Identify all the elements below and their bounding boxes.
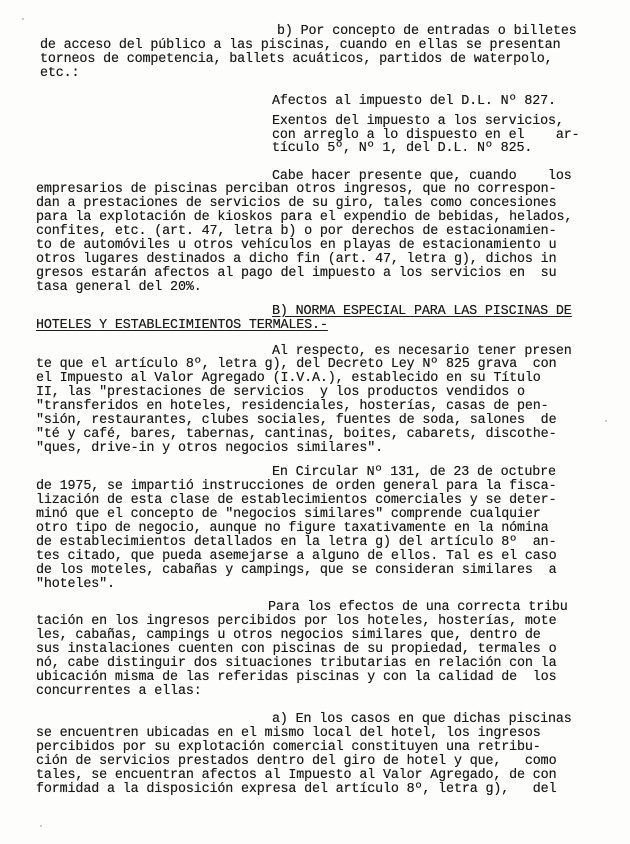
text-line: tasa general del 20%. [36,280,202,295]
text-line: Afectos al impuesto del D.L. Nº 827. [272,94,556,109]
text-line: formidad a la disposición expresa del artículo 8º, letra g), del [36,782,557,797]
scan-speck [40,825,42,827]
text-line: de establecimientos detallados en la letra g) del artículo 8º an- [36,535,557,550]
text-line: b) Por concepto de entradas o billetes [277,24,577,39]
text-line: de 1975, se impartió instrucciones de orden general para la fisca- [36,479,557,494]
text-line: II, las "prestaciones de servicios y los productos vendidos o [36,385,525,400]
scan-speck [22,18,24,20]
section-heading-line: B) NORMA ESPECIAL PARA LAS PISCINAS DE [272,304,572,319]
text-line: para la explotación de kioskos para el expendio de bebidas, helados, [36,210,573,225]
text-line: otros lugares destinados a dicho fin (art. 47, letra g), dichos in [36,252,557,267]
text-line: a) En los casos en que dichas piscinas [272,712,572,727]
text-line: torneos de competencia, ballets acuáticos, partidos de waterpolo, [40,52,553,67]
text-line: sus instalaciones cuenten con piscinas de su propiedad, termales o [36,642,557,657]
text-line: empresarios de piscinas perciban otros ingresos, que no correspon- [36,182,557,197]
text-line: ubicación misma de las referidas piscinas y con la calidad de los [36,670,557,685]
text-line: de los moteles, cabañas y campings, que se consideran similares a [36,563,557,578]
text-line: con arreglo a lo dispuesto en el ar- [272,128,580,143]
section-heading-line: HOTELES Y ESTABLECIMIENTOS TERMALES.- [36,318,328,333]
text-line: Para los efectos de una correcta tribu [268,600,568,615]
text-line: tación en los ingresos percibidos por los hoteles, hosterías, mote [36,614,557,629]
text-line: tales, se encuentran afectos al Impuesto al Valor Agregado, de con [36,768,557,783]
text-line: de acceso del público a las piscinas, cuando en ellas se presentan [40,38,561,53]
text-line: "té y café, bares, tabernas, cantinas, boites, cabarets, discothe- [36,427,557,442]
text-line: les, cabañas, campings u otros negocios similares que, dentro de [36,628,541,643]
text-line: Cabe hacer presente que, cuando los [272,169,572,184]
text-line: otro tipo de negocio, aunque no figure taxativamente en la nómina [36,521,549,536]
text-line: confites, etc. (art. 47, letra b) o por derechos de estacionamien- [36,224,557,239]
text-line: "sión, restaurantes, clubes sociales, fuentes de soda, salones de [36,413,557,428]
text-line: "ques, drive-in y otros negocios similares". [36,441,383,456]
text-line: el Impuesto al Valor Agregado (I.V.A.), establecido en su Título [36,371,541,386]
text-line: tículo 5º, Nº 1, del D.L. Nº 825. [272,141,533,156]
text-line: minó que el concepto de "negocios similares" comprende cualquier [36,507,541,522]
text-line: to de automóviles u otros vehículos en playas de estacionamiento u [36,238,557,253]
text-line: ción de servicios prestados dentro del giro de hotel y que, como [36,754,557,769]
text-line: nó, cabe distinguir dos situaciones tributarias en relación con la [36,656,557,671]
text-line: gresos estarán afectos al pago del impuesto a los servicios en su [36,266,557,281]
text-line: dan a prestaciones de servicios de su giro, tales como concesiones [36,196,557,211]
text-line: "transferidos en hoteles, residenciales, hosterías, casas de pen- [36,399,549,414]
text-line: etc.: [40,66,80,81]
text-line: percibidos por su explotación comercial constituyen una retribu- [36,740,541,755]
text-line: Al respecto, es necesario tener presen [272,344,572,359]
text-line: se encuentren ubicadas en el mismo local del hotel, los ingresos [36,726,541,741]
text-line: tes citado, que pueda asemejarse a alguno de ellos. Tal es el caso [36,549,557,564]
text-line: "hoteles". [36,577,115,592]
text-line: lización de esta clase de establecimientos comerciales y se deter- [36,493,557,508]
text-line: En Circular Nº 131, de 23 de octubre [272,465,556,480]
text-line: concurrentes a ellas: [36,684,202,699]
text-line: te que el artículo 8º, letra g), del Decreto Ley Nº 825 grava con [36,357,557,372]
text-line: Exentos del impuesto a los servicios, [272,114,564,129]
scan-speck [605,420,607,422]
